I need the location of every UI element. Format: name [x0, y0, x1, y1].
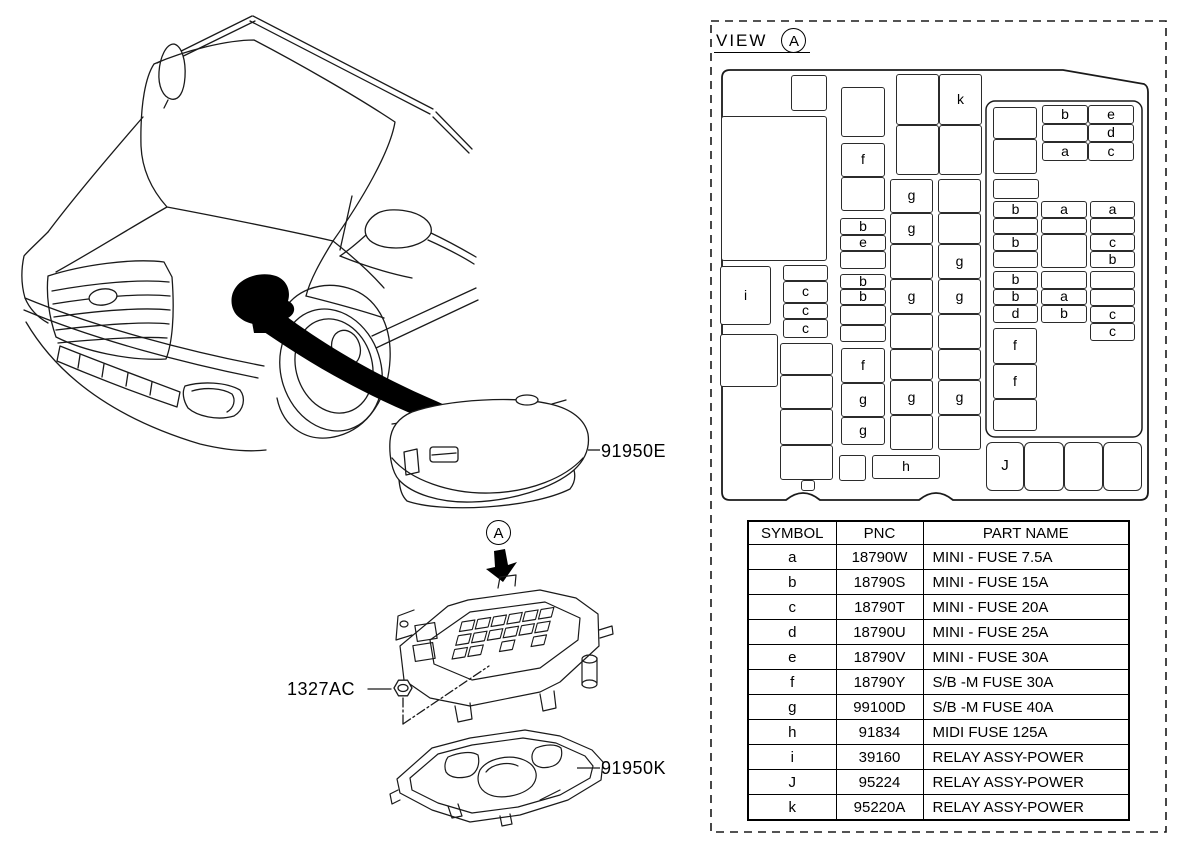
fuse-cell-g: g	[841, 417, 885, 445]
table-cell: 39160	[836, 745, 923, 770]
view-title-text: VIEW	[716, 31, 768, 50]
table-cell: g	[748, 695, 836, 720]
table-cell: S/B -M FUSE 30A	[923, 670, 1129, 695]
fuse-cell-J: J	[986, 442, 1024, 491]
table-row	[748, 620, 1129, 645]
fuse-cell-b: b	[840, 218, 886, 235]
fuse-cell-f: f	[841, 348, 885, 383]
table-cell: RELAY ASSY-POWER	[923, 770, 1129, 795]
table-row	[748, 770, 1129, 795]
brand-badge	[88, 287, 118, 307]
fuse-cell-f: f	[993, 328, 1037, 364]
table-cell: J	[748, 770, 836, 795]
fuse-cell-d: d	[993, 305, 1038, 323]
table-cell: 18790S	[836, 570, 923, 595]
table-cell: i	[748, 745, 836, 770]
table-row	[748, 545, 1129, 570]
table-cell: a	[748, 545, 836, 570]
fuse-cell-c: c	[783, 319, 828, 338]
fuse-cell-b: b	[993, 289, 1038, 305]
fuse-cell-g: g	[841, 383, 885, 417]
fuse-cell-c: c	[1090, 234, 1135, 251]
table-cell: b	[748, 570, 836, 595]
fuse-cell-g: g	[938, 279, 981, 314]
fuse-cell-b: b	[1042, 105, 1088, 124]
fuse-cell-b: b	[993, 271, 1038, 289]
table-cell: e	[748, 645, 836, 670]
fuse-cell-c: c	[1088, 142, 1134, 161]
car-illustration	[22, 16, 478, 451]
fuse-cell-b: b	[840, 289, 886, 305]
fuse-cell-a: a	[1041, 289, 1087, 305]
fuse-cell-g: g	[890, 213, 933, 244]
table-cell: c	[748, 595, 836, 620]
table-row	[748, 570, 1129, 595]
table-row	[748, 795, 1129, 821]
fuse-cell-i: i	[720, 266, 771, 325]
fuse-cell-b: b	[993, 234, 1038, 251]
part-label-cover: 91950E	[601, 441, 667, 461]
table-cell: 18790V	[836, 645, 923, 670]
table-header-row	[748, 521, 1129, 545]
table-cell: MINI - FUSE 20A	[923, 595, 1129, 620]
fuse-cell-e: e	[1088, 105, 1134, 124]
left-mirror	[159, 44, 185, 99]
table-cell: RELAY ASSY-POWER	[923, 745, 1129, 770]
table-cell: 18790T	[836, 595, 923, 620]
table-cell: f	[748, 670, 836, 695]
view-a-circle-badge: A	[781, 28, 806, 53]
fusebox-outline	[722, 70, 1148, 500]
table-row	[748, 720, 1129, 745]
fusebox-cover-art	[390, 395, 589, 508]
fuse-cell-c: c	[783, 281, 828, 303]
fuse-cell-k: k	[939, 74, 982, 125]
table-cell: d	[748, 620, 836, 645]
table-cell: 95224	[836, 770, 923, 795]
table-cell: MINI - FUSE 7.5A	[923, 545, 1129, 570]
table-cell: 99100D	[836, 695, 923, 720]
table-cell: S/B -M FUSE 40A	[923, 695, 1129, 720]
fuse-cell-a: a	[1090, 201, 1135, 218]
fuse-cell-g: g	[938, 244, 981, 279]
fusebox-tray-art	[390, 730, 603, 826]
fuse-cell-a: a	[1041, 201, 1087, 218]
table-cell: h	[748, 720, 836, 745]
table-row	[748, 745, 1129, 770]
view-title	[716, 28, 806, 53]
table-header-part-name: PART NAME	[923, 521, 1129, 545]
table-header-symbol: SYMBOL	[748, 521, 836, 545]
fuse-cell-f: f	[841, 143, 885, 177]
fuse-cell-a: a	[1042, 142, 1088, 161]
symbol-table	[747, 520, 1130, 821]
fuse-cell-d: d	[1088, 124, 1134, 142]
table-cell: MINI - FUSE 15A	[923, 570, 1129, 595]
fuse-cell-h: h	[872, 455, 940, 479]
table-row	[748, 670, 1129, 695]
part-label-bolt: 1327AC	[287, 679, 356, 699]
part-label-tray: 91950K	[601, 758, 667, 778]
right-mirror	[365, 210, 431, 248]
table-cell: RELAY ASSY-POWER	[923, 795, 1129, 821]
fuse-cell-e: e	[840, 235, 886, 251]
fuse-cell-b: b	[1041, 305, 1087, 323]
fuse-cell-g: g	[890, 380, 933, 415]
table-cell: 95220A	[836, 795, 923, 821]
table-cell: MIDI FUSE 125A	[923, 720, 1129, 745]
fuse-cell-g: g	[938, 380, 981, 415]
fuse-cell-b: b	[840, 274, 886, 289]
fuse-cell-c: c	[783, 303, 828, 319]
view-a-reference-badge: A	[486, 520, 511, 545]
table-cell: MINI - FUSE 30A	[923, 645, 1129, 670]
fuse-cell-b: b	[993, 201, 1038, 218]
fuse-cell-c: c	[1090, 323, 1135, 341]
fuse-cell-g: g	[890, 279, 933, 314]
table-row	[748, 645, 1129, 670]
fuse-cell-f: f	[993, 364, 1037, 399]
table-row	[748, 695, 1129, 720]
table-header-pnc: PNC	[836, 521, 923, 545]
table-row	[748, 595, 1129, 620]
table-cell: 91834	[836, 720, 923, 745]
fuse-cell-g: g	[890, 179, 933, 213]
view-title-underline	[714, 52, 810, 53]
table-cell: 18790W	[836, 545, 923, 570]
table-cell: k	[748, 795, 836, 821]
fuse-cell-b: b	[1090, 251, 1135, 268]
fuse-cell-c: c	[1090, 306, 1135, 323]
fusebox-body-art	[396, 575, 613, 722]
table-cell: 18790Y	[836, 670, 923, 695]
table-cell: MINI - FUSE 25A	[923, 620, 1129, 645]
symbol-table-body	[748, 545, 1129, 821]
table-cell: 18790U	[836, 620, 923, 645]
